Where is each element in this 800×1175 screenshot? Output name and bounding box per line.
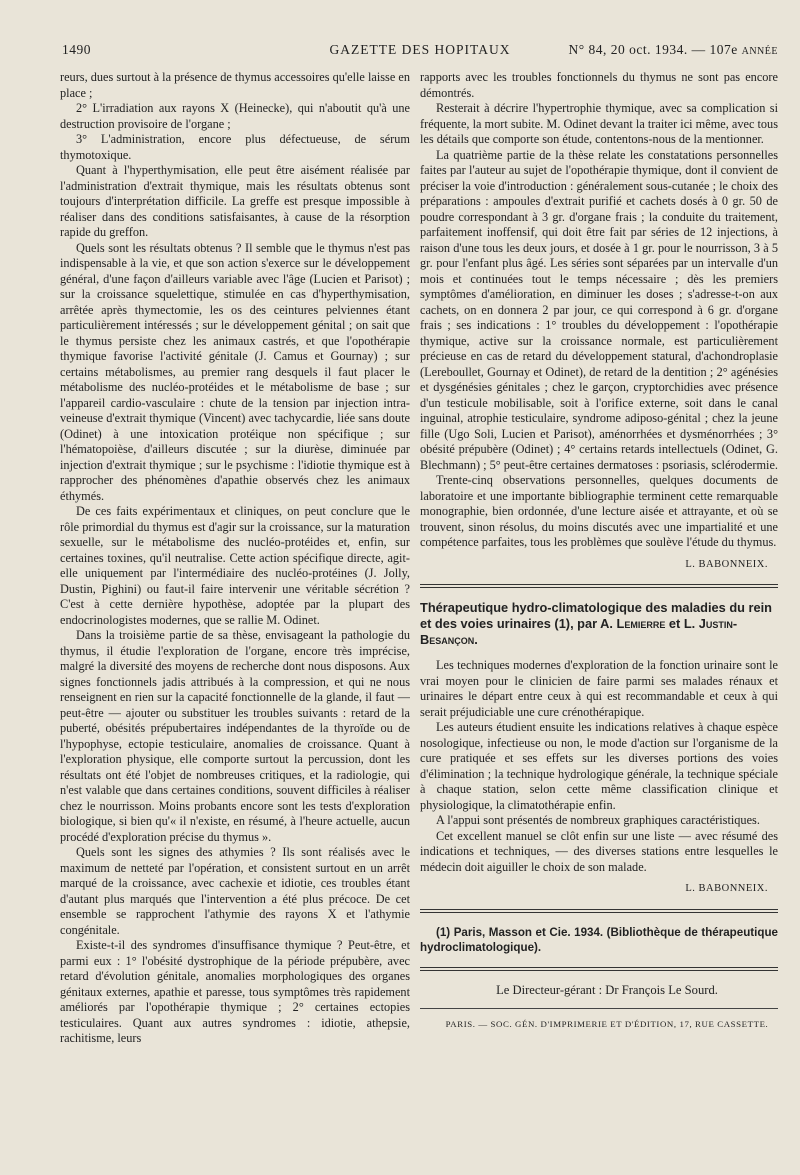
section-divider bbox=[420, 584, 778, 588]
imprint-line: PARIS. — SOC. GÉN. D'IMPRIMERIE ET D'ÉDITION, 17, RUE CASSETTE. bbox=[445, 1019, 769, 1029]
paragraph: Les auteurs étudient ensuite les indications relatives à chaque espèce nosologique, infectieuse ou non, le mode d'action sur l'organisme de la cure pratiquée et ses effets sur les diverses portions des voies d'élimination ; la technique hydrologique générale, la technique spéciale à chaque station, selon cette même classification clinique et physiologique, la climatothérapie enfin. bbox=[420, 720, 778, 812]
page-number: 1490 bbox=[62, 42, 91, 57]
paragraph: Quant à l'hyperthymisation, elle peut être aisément réalisée par l'administration d'extrait thymique, mais les résultats obtenus sont toujours d'interprétation difficile. La greffe est presque impossible à réaliser dans des conditions satisfaisantes, à cause de la résorption rapide du greffon. bbox=[60, 163, 410, 239]
paragraph: Quels sont les résultats obtenus ? Il semble que le thymus n'est pas indispensable à la vie, et que son action s'exerce sur le développement général, d'une façon d'ailleurs variable avec l'âge (Lucien et Parisot) ; sur la croissance squelettique, stimulée en cas d'hyperthymisation, arrêtée après thymectomie, les os des ceintures pelviennes étant particulièrement intéressés ; sur le développement génital ; on sait que le thymus persiste chez les animaux castrés, et que l'opothérapie thymique favorise l'activité génitale (J. Camus et Gournay) ; sur certains métabolismes, au premier rang desquels il faut placer le métabolisme des nucléo-protéides et le métabolisme de base ; sur l'appareil cardio-vasculaire : chute de la tension par injection intra-veineuse d'extrait thymique (Vincent) avec tachycardie, liée sans doute (Odinet) à une intoxication protéique non spécifique ; sur l'hématopoièse, d'ailleurs discutée ; sur la diurèse, diminuée par injection d'extrait thymique ; sur le psychisme : l'idiotie thymique est à rapprocher des phénomènes d'apathie observés chez les animaux éthymés. bbox=[60, 240, 410, 503]
paragraph: Resterait à décrire l'hypertrophie thymique, avec sa complication si fréquente, la mort subite. M. Odinet devant la traiter ici même, avec tous les détails que comporte son étude, contentons-nous de la mentionner. bbox=[420, 101, 778, 146]
footnote: (1) Paris, Masson et Cie. 1934. (Bibliothèque de thérapeutique hydroclimatologique). bbox=[420, 925, 778, 954]
left-column bbox=[60, 70, 410, 1170]
paragraph: Les techniques modernes d'exploration de la fonction urinaire sont le vrai moyen pour le clinicien de faire parmi ses malades rénaux et urinaires le départ entre ceux à qui est recommandable et ceux à qui serait préjudiciable une cure crénothérapique. bbox=[420, 658, 778, 719]
right-column bbox=[420, 70, 778, 1170]
review-title: Thérapeutique hydro-climatologique des maladies du rein et des voies urinaires (1), par A. Lemierre et L. Justin-Besançon. bbox=[420, 600, 772, 647]
paragraph: rapports avec les troubles fonctionnels du thymus ne sont pas encore démontrés. bbox=[420, 70, 778, 100]
issue-date: N° 84, 20 oct. 1934. — 107e bbox=[568, 42, 738, 57]
review-author: Lemierre bbox=[616, 616, 666, 631]
paragraph: De ces faits expérimentaux et cliniques, on peut conclure que le rôle primordial du thymus est d'agir sur la croissance, sur la maturation sexuelle, sur le métabolisme des nucléo-protéides et, enfin, sur certaines toxines, qu'il neutralise. Cette action spécifique directe, agit-elle uniquement par l'intermédiaire des nucléo-protéines (J. Jolly, Dustin, Pighini) ou faut-il faire intervenir une véritable sécrétion ? C'est à cette dernière hypothèse, adoptée par la plupart des endocrinologistes modernes, que se rallie M. Odinet. bbox=[60, 504, 410, 627]
paragraph: La quatrième partie de la thèse relate les constatations personnelles faites par l'auteur au sujet de l'opothérapie thymique, dont il convient de préciser la voie d'introduction : généralement sous-cutanée ; le choix des préparations : ampoules d'extrait purifié et cachets dosés à 0 gr. 50 de poudre correspondant à 3 gr. d'organe frais ; la conduite du traitement, parfaitement inoffensif, qui doit être fait par séries de 12 injections, à raison d'une tous les deux jours, et dosée à 1 gr. pour le nourrisson, 3 à 5 gr. pour l'enfant plus âgé. Les séries sont séparées par un intervalle d'un mois et continuées tout le temps nécessaire ; dès les premiers symptômes d'amélioration, en diminuer les doses ; s'adresse-t-on aux cachets, on en donnera 2 par jour, ce qui correspond à 6 gr. d'organe frais ; ses indications : 1° troubles du développement : l'opothérapie thymique, active sur la croissance normale, est particulièrement précieuse en cas de retard du développement statural, d'achondroplasie (Lereboullet, Gournay et Odinet), de retard de la dentition ; 2° agénésies et dysgénésies génitales ; chez le garçon, cryptorchidies avec présence d'un testicule mobilisable, soit à l'orifice externe, soit dans le canal inguinal, atrophie testiculaire, syndrome adiposo-génital ; chez la jeune fille (Ugo Soli, Lucien et Parisot), aménorrhées et dysménorrhées ; 3° obésité prépubère (Odinet) ; 4° certains retards intellectuels (Odinet, G. Blechmann) ; 5° peut-être certaines dermatoses : psoriasis, sclérodermie. bbox=[420, 147, 778, 472]
paragraph: Cet excellent manuel se clôt enfin sur une liste — avec résumé des indications et techniques, — des diverses stations entre lesquelles le médecin doit aiguiller le choix de son malade. bbox=[420, 828, 778, 874]
paragraph: 2° L'irradiation aux rayons X (Heinecke), qui n'aboutit qu'à une destruction provisoire de l'organe ; bbox=[60, 101, 410, 131]
journal-title: GAZETTE DES HOPITAUX bbox=[329, 42, 511, 57]
paragraph: Existe-t-il des syndromes d'insuffisance thymique ? Peut-être, et parmi eux : 1° l'obésité dystrophique de la période prépubère, avec retard d'évolution génitale, anomalies morphologiques des organes génitaux externes, apathie et paresse, tous symptômes très rapidement améliorés par l'opothérapie thymique ; 2° certaines ectopies testiculaires. Quant aux autres syndromes : idiotie, athepsie, rachitisme, leurs bbox=[60, 938, 410, 1045]
divider bbox=[420, 1008, 778, 1009]
running-header bbox=[62, 42, 778, 62]
paragraph: A l'appui sont présentés de nombreux graphiques caractéristiques. bbox=[436, 813, 760, 827]
paragraph: 3° L'administration, encore plus défectueuse, de sérum thymotoxique. bbox=[60, 132, 410, 162]
section-divider bbox=[420, 909, 778, 913]
paragraph: reurs, dues surtout à la présence de thymus accessoires qu'elle laisse en place ; bbox=[60, 70, 410, 100]
issue-info bbox=[568, 42, 778, 58]
paragraph: Quels sont les signes des athymies ? Ils sont réalisés avec le maximum de netteté par l'opération, et consistent surtout en un arrêt marqué de la croissance, avec cachexie et idiotie, ces troubles étant d'autant plus marqués que l'intervention a été plus précoce. De cet ensemble se rapprochent l'athymie des rayons X et l'athymie congénitale. bbox=[60, 845, 410, 937]
review-author: Justin-Besançon bbox=[420, 616, 738, 647]
paragraph: Dans la troisième partie de sa thèse, envisageant la pathologie du thymus, il étudie l'exploration de l'organe, encore très imprécise, malgré la diversité des moyens de recherche dont nous disposons. Aux signes fonctionnels jadis attribués à la compression, et qui ne nous renseignent en rien sur la capacité fonctionnelle de la glande, il faut — peut-être — ajouter ou substituer les troubles suivants : retard de la puberté, obésités prépubertaires indépendantes de la thyroïde ou de l'hypophyse, ectopie testiculaire, anomalies de croissance. Quant à l'exploration physique, elle comporte surtout la percussion, dont les résultats ont été l'objet de nombreuses critiques, et la radiologie, qui n'est valable que dans certaines conditions, souvent difficiles à réaliser chez le nourrisson. Moins probants encore sont les tests d'exploration biologique, si bien qu'« il n'existe, en résumé, à l'heure actuelle, aucun procédé d'exploration précise du thymus ». bbox=[60, 628, 410, 844]
section-divider bbox=[420, 967, 778, 971]
signature: L. BABONNEIX. bbox=[685, 883, 768, 894]
paragraph: Trente-cinq observations personnelles, quelques documents de laboratoire et une importante bibliographie terminent cette remarquable monographie, bien ordonnée, d'une lecture aisée et attrayante, et où se trouvent, sinon résolus, du moins discutés avec une impartialité et une compétence parfaites, tous les problèmes que soulève l'étude du thymus. bbox=[420, 473, 778, 549]
director-line: Le Directeur-gérant : Dr François Le Sourd. bbox=[496, 982, 718, 997]
signature: L. BABONNEIX. bbox=[685, 558, 768, 570]
issue-annee: ANNÉE bbox=[741, 46, 778, 57]
